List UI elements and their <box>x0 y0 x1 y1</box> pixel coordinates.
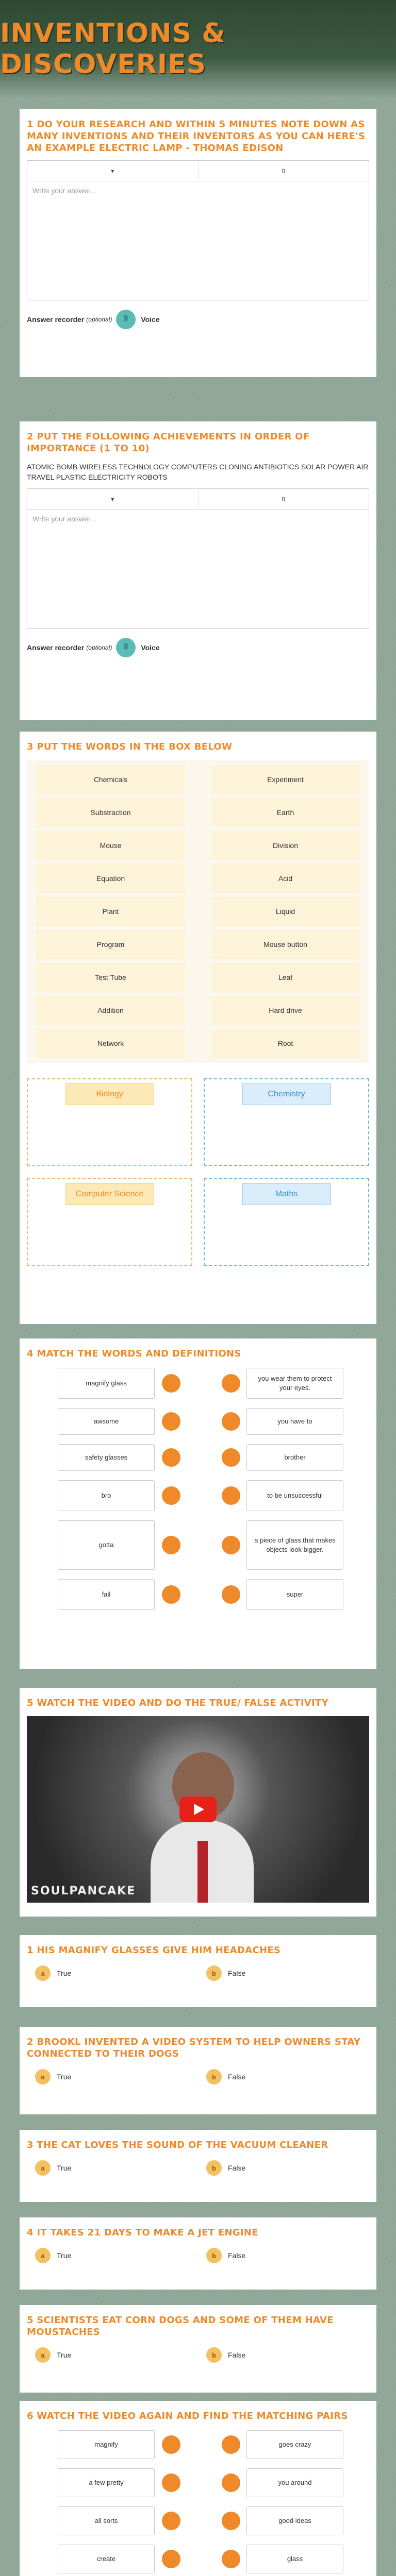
size-dropdown[interactable]: 0 <box>198 489 369 509</box>
recorder-label: Answer recorder <box>27 643 85 652</box>
answer-textarea[interactable]: Write your answer... <box>32 515 96 523</box>
match-right <box>222 1520 343 1570</box>
answer-editor[interactable] <box>27 488 369 629</box>
connector-dot[interactable] <box>162 1374 180 1393</box>
option-letter: b <box>206 2069 222 2084</box>
match-term[interactable]: bro <box>58 1480 155 1511</box>
option-label: True <box>57 2164 72 2172</box>
recorder-optional: (optional) <box>86 316 112 323</box>
match-left <box>58 1579 180 1610</box>
true-false-options <box>27 1965 369 1981</box>
true-false-question: 5 SCIENTISTS EAT CORN DOGS AND SOME OF THEM HAVE MOUSTACHES <box>27 2315 334 2337</box>
option-label: False <box>228 1969 246 1977</box>
option-false[interactable] <box>198 2069 369 2084</box>
connector-dot[interactable] <box>162 1536 180 1554</box>
sort-word[interactable]: Acid <box>211 864 360 893</box>
option-label: True <box>57 2073 72 2081</box>
sort-word[interactable]: Test Tube <box>36 963 185 992</box>
connector-dot[interactable] <box>222 2473 240 2492</box>
match-term[interactable]: a few pretty <box>58 2468 155 2497</box>
matching-pairs <box>27 1368 369 1610</box>
true-false-options <box>27 2248 369 2263</box>
match-row <box>27 2545 369 2573</box>
option-true[interactable] <box>27 2160 198 2176</box>
match-row <box>27 2506 369 2535</box>
sort-word[interactable]: Program <box>36 930 185 959</box>
bucket-label: Chemistry <box>242 1083 331 1105</box>
option-letter: a <box>35 2347 51 2363</box>
sort-word[interactable]: Substraction <box>36 798 185 827</box>
question-2-title: 2 PUT THE FOLLOWING ACHIEVEMENTS IN ORDER OF IMPORTANCE (1 TO 10) <box>27 431 310 454</box>
match-term[interactable]: gotta <box>58 1520 155 1570</box>
option-false[interactable] <box>198 2248 369 2263</box>
question-5-title: 5 WATCH THE VIDEO AND DO THE TRUE/ FALSE ACTIVITY <box>27 1698 328 1708</box>
match-left <box>58 2506 180 2535</box>
option-true[interactable] <box>27 2347 198 2363</box>
option-letter: a <box>35 2069 51 2084</box>
video-brand: SOULPANCAKE <box>31 1885 136 1897</box>
connector-dot[interactable] <box>222 1448 240 1467</box>
question-5-card <box>20 1688 376 1917</box>
true-false-card <box>20 2027 376 2114</box>
option-label: True <box>57 2351 72 2359</box>
match-term[interactable]: magnify <box>58 2430 155 2459</box>
sort-word[interactable]: Plant <box>36 897 185 926</box>
recorder-optional: (optional) <box>86 644 112 651</box>
match-right <box>222 1368 343 1399</box>
voice-label: Voice <box>141 315 160 324</box>
match-definition[interactable]: glass <box>246 2545 343 2573</box>
connector-dot[interactable] <box>222 2512 240 2530</box>
option-letter: b <box>206 2160 222 2176</box>
match-row <box>27 1520 369 1570</box>
match-left <box>58 1520 180 1570</box>
match-definition[interactable]: you have to <box>246 1408 343 1435</box>
format-dropdown[interactable]: ▾ <box>111 495 114 503</box>
answer-textarea[interactable]: Write your answer... <box>32 187 96 195</box>
match-left <box>58 2545 180 2573</box>
answer-recorder <box>27 638 369 657</box>
question-3-card <box>20 732 376 1324</box>
option-letter: a <box>35 2248 51 2263</box>
bucket-biology[interactable] <box>27 1078 192 1166</box>
match-right <box>222 1579 343 1610</box>
match-left <box>58 1480 180 1511</box>
match-definition[interactable]: a piece of glass that makes objects look bigger. <box>246 1520 343 1570</box>
question-1-card <box>20 109 376 377</box>
match-term[interactable]: safety glasses <box>58 1444 155 1471</box>
presenter-tie <box>197 1841 208 1903</box>
option-letter: b <box>206 2347 222 2363</box>
match-definition[interactable]: you wear them to protect your eyes. <box>246 1368 343 1399</box>
sort-word[interactable]: Equation <box>36 864 185 893</box>
match-term[interactable]: awsome <box>58 1408 155 1435</box>
sort-word[interactable]: Leaf <box>211 963 360 992</box>
video-player[interactable] <box>27 1716 369 1903</box>
match-definition[interactable]: super <box>246 1579 343 1610</box>
option-letter: b <box>206 2248 222 2263</box>
connector-dot[interactable] <box>162 1448 180 1467</box>
option-letter: b <box>206 1965 222 1981</box>
true-false-card <box>20 1935 376 2007</box>
page-title: INVENTIONS & DISCOVERIES <box>0 18 226 80</box>
match-row <box>27 2468 369 2497</box>
sort-word[interactable]: Mouse <box>36 831 185 860</box>
sort-word[interactable]: Network <box>36 1029 185 1058</box>
connector-dot[interactable] <box>222 2550 240 2568</box>
sort-word[interactable]: Addition <box>36 996 185 1025</box>
recorder-label: Answer recorder <box>27 315 85 324</box>
option-false[interactable] <box>198 2160 369 2176</box>
match-row <box>27 1579 369 1610</box>
option-true[interactable] <box>27 2069 198 2084</box>
match-term[interactable]: magnify glass <box>58 1368 155 1399</box>
match-right <box>222 1480 343 1511</box>
sort-word[interactable]: Hard drive <box>211 996 360 1025</box>
match-definition[interactable]: goes crazy <box>246 2430 343 2459</box>
option-label: False <box>228 2351 246 2359</box>
match-term[interactable]: all sorts <box>58 2506 155 2535</box>
option-label: True <box>57 2251 72 2260</box>
match-right <box>222 2545 343 2573</box>
match-left <box>58 1408 180 1435</box>
match-term[interactable]: create <box>58 2545 155 2573</box>
match-right <box>222 2506 343 2535</box>
connector-dot[interactable] <box>222 1374 240 1393</box>
true-false-card <box>20 2217 376 2290</box>
option-false[interactable] <box>198 2347 369 2363</box>
connector-dot[interactable] <box>162 1412 180 1431</box>
match-definition[interactable]: you around <box>246 2468 343 2497</box>
connector-dot[interactable] <box>162 2512 180 2530</box>
question-1-title: 1 DO YOUR RESEARCH AND WITHIN 5 MINUTES NOTE DOWN AS MANY INVENTIONS AND THEIR INVENTORS AS YOU CAN HERE'S AN EXAMPLE ELECTRIC LAMP - THOMAS EDISON <box>27 119 366 154</box>
true-false-question: 2 BROOKL INVENTED A VIDEO SYSTEM TO HELP OWNERS STAY CONNECTED TO THEIR DOGS <box>27 2037 361 2059</box>
bucket-label: Computer Science <box>65 1183 154 1205</box>
connector-dot[interactable] <box>222 1585 240 1604</box>
option-label: False <box>228 2251 246 2260</box>
voice-label: Voice <box>141 643 160 652</box>
microphone-icon[interactable] <box>116 310 136 329</box>
question-2-text: ATOMIC BOMB WIRELESS TECHNOLOGY COMPUTERS CLONING ANTIBIOTICS SOLAR POWER AIR TRAVEL PLASTIC ELECTRICITY ROBOTS <box>27 463 369 481</box>
match-term[interactable]: fail <box>58 1579 155 1610</box>
sort-word-bank <box>27 760 369 1063</box>
true-false-options <box>27 2347 369 2363</box>
sort-word[interactable]: Chemicals <box>36 765 185 794</box>
match-definition[interactable]: brother <box>246 1444 343 1471</box>
match-row <box>27 2430 369 2459</box>
match-row <box>27 1444 369 1471</box>
true-false-question: 1 HIS MAGNIFY GLASSES GIVE HIM HEADACHES <box>27 1945 281 1956</box>
match-left <box>58 2468 180 2497</box>
connector-dot[interactable] <box>162 2435 180 2454</box>
true-false-question: 3 THE CAT LOVES THE SOUND OF THE VACUUM CLEANER <box>27 2140 328 2150</box>
answer-recorder <box>27 310 369 329</box>
option-label: False <box>228 2164 246 2172</box>
match-right <box>222 2430 343 2459</box>
option-false[interactable] <box>198 1965 369 1981</box>
bucket-maths[interactable] <box>204 1178 369 1266</box>
true-false-options <box>27 2160 369 2176</box>
connector-dot[interactable] <box>162 2473 180 2492</box>
bucket-label: Biology <box>65 1083 154 1105</box>
editor-toolbar <box>27 489 369 510</box>
sort-word[interactable]: Experiment <box>211 765 360 794</box>
sort-word[interactable]: Root <box>211 1029 360 1058</box>
connector-dot[interactable] <box>162 2550 180 2568</box>
question-6-title: 6 WATCH THE VIDEO AGAIN AND FIND THE MATCHING PAIRS <box>27 2411 348 2421</box>
option-true[interactable] <box>27 1965 198 1981</box>
bucket-computer-science[interactable] <box>27 1178 192 1266</box>
sort-buckets <box>27 1078 369 1266</box>
true-false-card <box>20 2305 376 2393</box>
play-icon[interactable] <box>179 1797 217 1822</box>
size-dropdown[interactable]: 0 <box>198 161 369 181</box>
option-true[interactable] <box>27 2248 198 2263</box>
match-right <box>222 1408 343 1435</box>
option-letter: a <box>35 1965 51 1981</box>
page-header <box>0 0 396 98</box>
editor-toolbar <box>27 161 369 181</box>
connector-dot[interactable] <box>162 1585 180 1604</box>
true-false-card <box>20 2130 376 2202</box>
sort-word[interactable]: Earth <box>211 798 360 827</box>
true-false-question: 4 IT TAKES 21 DAYS TO MAKE A JET ENGINE <box>27 2227 258 2238</box>
match-left <box>58 1368 180 1399</box>
microphone-icon[interactable] <box>116 638 136 657</box>
matching-pairs <box>27 2430 369 2576</box>
option-letter: a <box>35 2160 51 2176</box>
question-4-card <box>20 1338 376 1669</box>
match-definition[interactable]: to be unsuccessful <box>246 1480 343 1511</box>
match-row <box>27 1408 369 1435</box>
match-row <box>27 1368 369 1399</box>
format-dropdown[interactable]: ▾ <box>111 167 114 175</box>
match-right <box>222 1444 343 1471</box>
connector-dot[interactable] <box>162 1486 180 1505</box>
sort-word[interactable]: Liquid <box>211 897 360 926</box>
question-3-title: 3 PUT THE WORDS IN THE BOX BELOW <box>27 741 233 752</box>
question-2-card <box>20 421 376 720</box>
connector-dot[interactable] <box>222 2435 240 2454</box>
connector-dot[interactable] <box>222 1486 240 1505</box>
connector-dot[interactable] <box>222 1412 240 1431</box>
match-left <box>58 1444 180 1471</box>
sort-word[interactable]: Division <box>211 831 360 860</box>
connector-dot[interactable] <box>222 1536 240 1554</box>
bucket-label: Maths <box>242 1183 331 1205</box>
match-left <box>58 2430 180 2459</box>
match-right <box>222 2468 343 2497</box>
option-label: False <box>228 2073 246 2081</box>
question-4-title: 4 MATCH THE WORDS AND DEFINITIONS <box>27 1348 241 1359</box>
question-6-card <box>20 2401 376 2576</box>
option-label: True <box>57 1969 72 1977</box>
sort-word[interactable]: Mouse button <box>211 930 360 959</box>
answer-editor[interactable] <box>27 160 369 300</box>
match-row <box>27 1480 369 1511</box>
match-definition[interactable]: good ideas <box>246 2506 343 2535</box>
bucket-chemistry[interactable] <box>204 1078 369 1166</box>
true-false-options <box>27 2069 369 2084</box>
